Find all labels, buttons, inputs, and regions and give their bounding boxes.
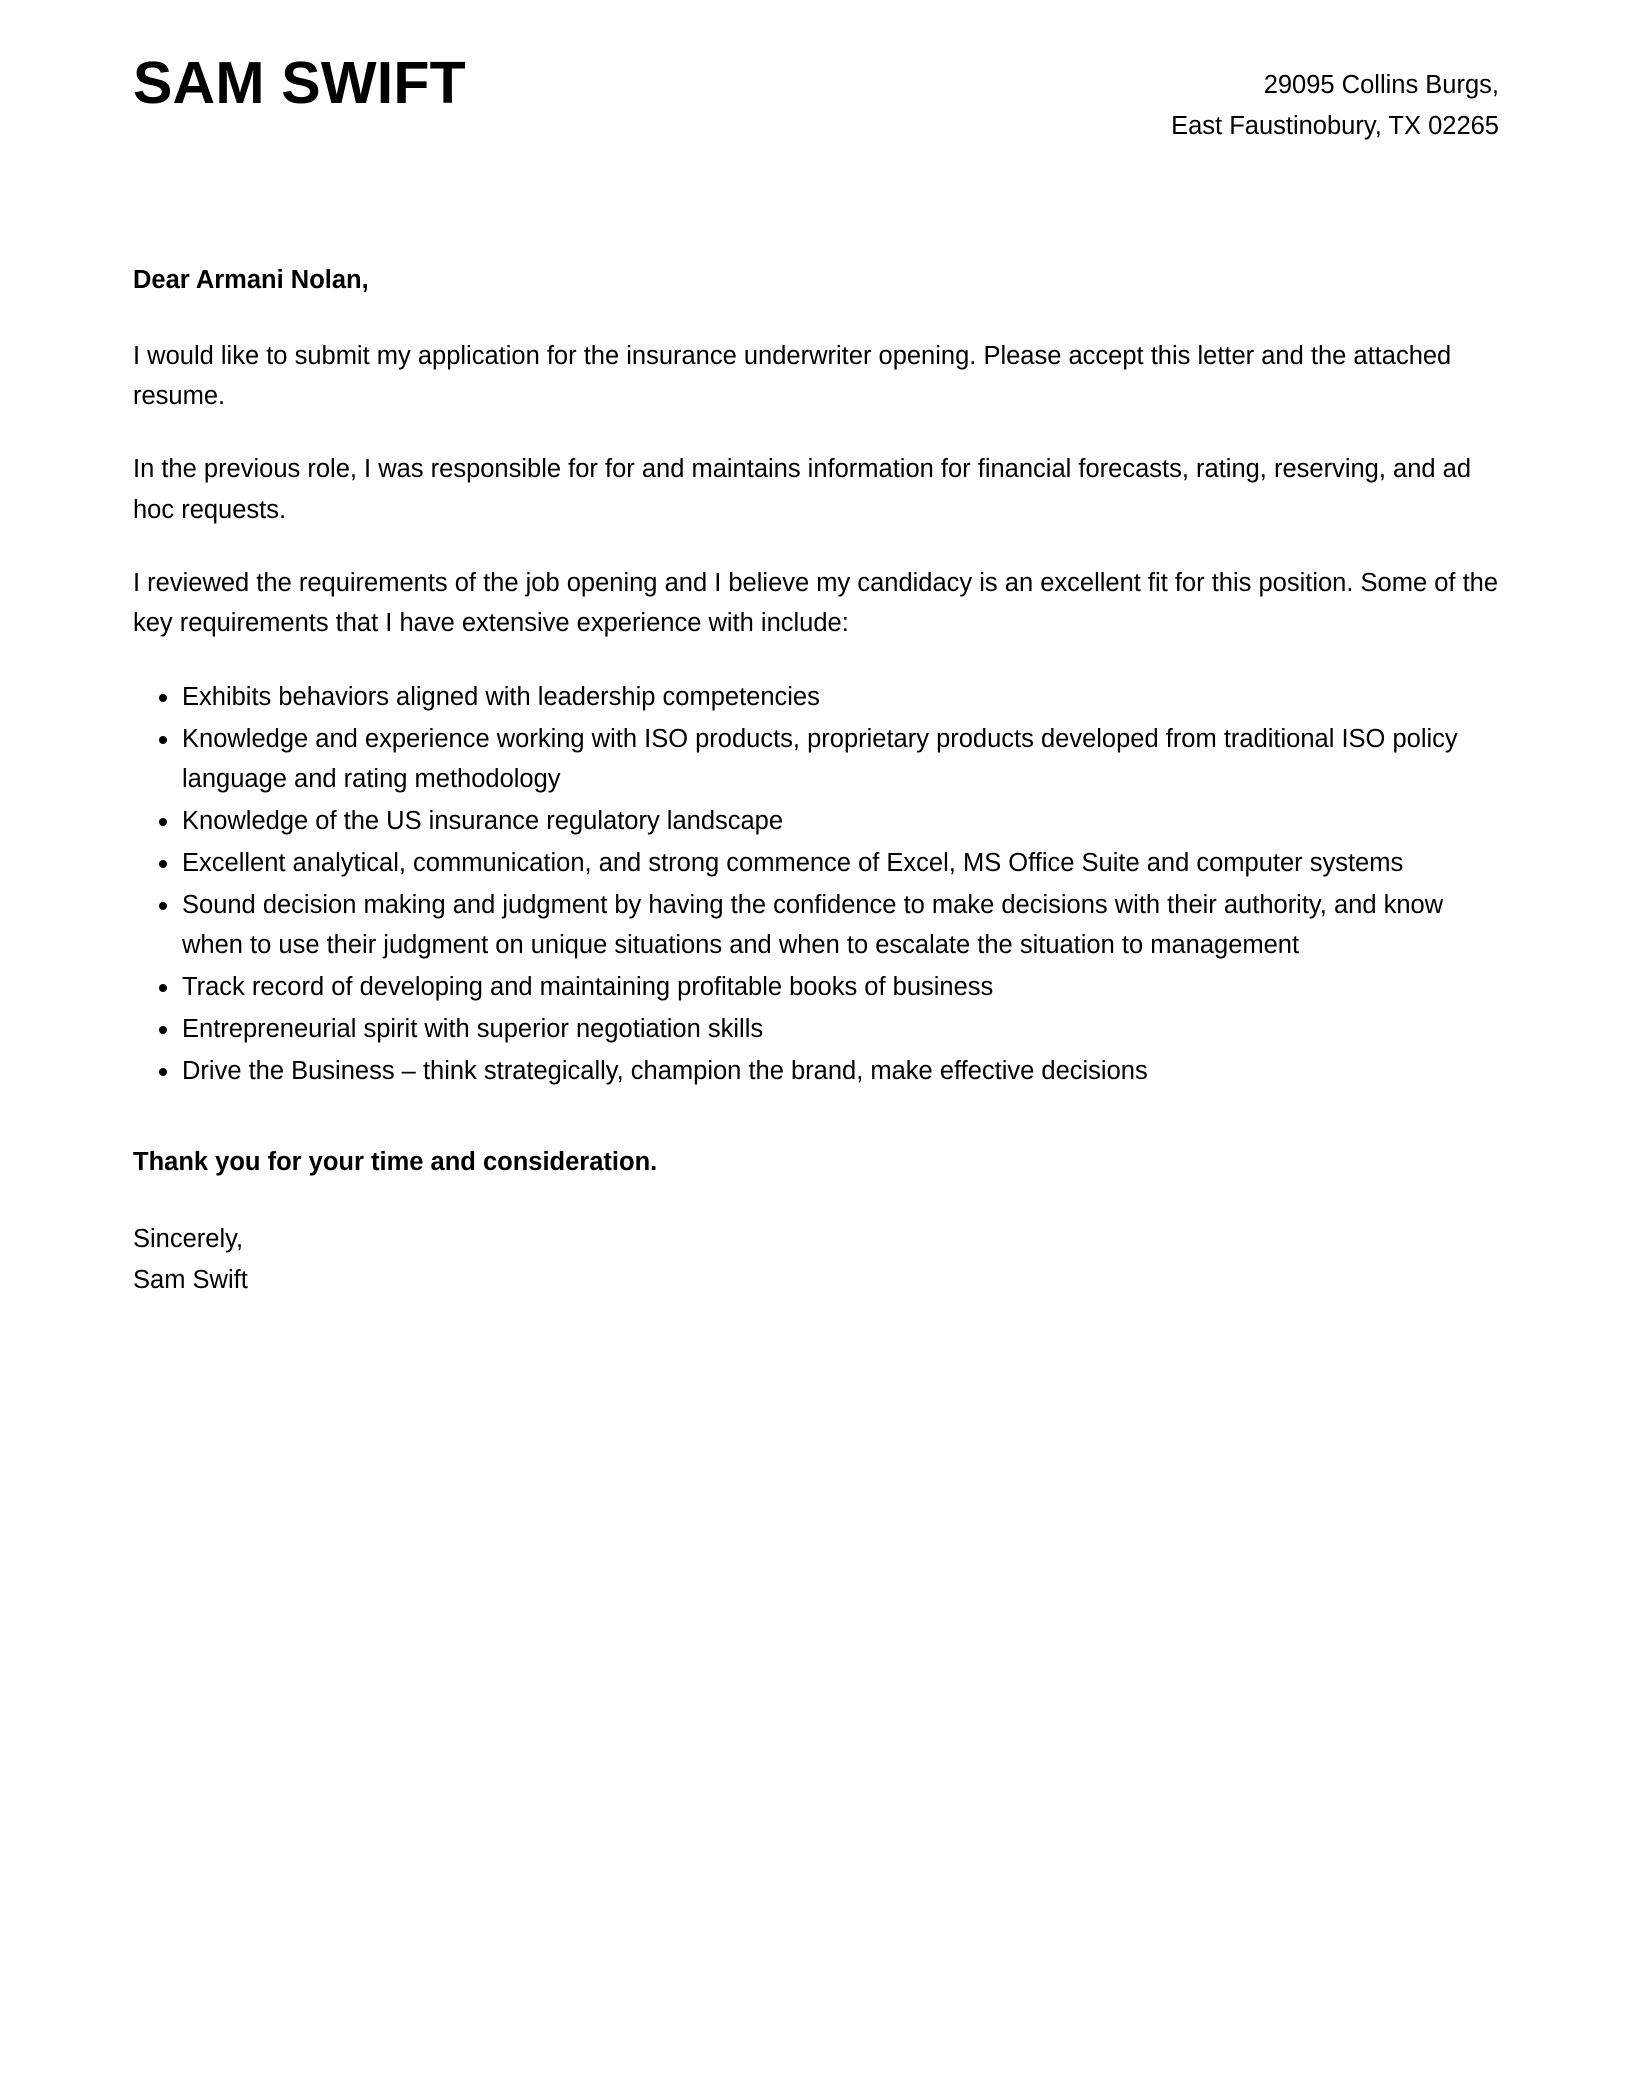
list-item: Knowledge and experience working with ISO products, proprietary products developed from traditional ISO policy language and rating methodology: [133, 719, 1499, 799]
list-item: Knowledge of the US insurance regulatory landscape: [133, 801, 1499, 841]
list-item: Exhibits behaviors aligned with leadership competencies: [133, 677, 1499, 717]
address-line-city-state-zip: East Faustinobury, TX 02265: [1171, 112, 1499, 141]
list-item: Excellent analytical, communication, and strong commence of Excel, MS Office Suite and computer systems: [133, 843, 1499, 883]
salutation: Dear Armani Nolan,: [133, 265, 369, 294]
list-item: Track record of developing and maintaining profitable books of business: [133, 967, 1499, 1007]
address-block: [1171, 52, 1499, 148]
requirements-list: [133, 677, 1499, 1091]
list-item: Drive the Business – think strategically, champion the brand, make effective decisions: [133, 1051, 1499, 1091]
signature-name: Sam Swift: [133, 1266, 248, 1295]
letter-body: [133, 260, 1499, 1302]
signoff-block: [133, 1219, 1499, 1302]
closing-thanks: Thank you for your time and consideration.: [133, 1147, 658, 1176]
list-item: Entrepreneurial spirit with superior negotiation skills: [133, 1009, 1499, 1049]
valediction: Sincerely,: [133, 1225, 244, 1254]
applicant-name-heading: SAM SWIFT: [133, 50, 466, 116]
address-line-street: 29095 Collins Burgs,: [1263, 71, 1499, 99]
letterhead: [133, 0, 1499, 148]
body-paragraph-2: In the previous role, I was responsible for for and maintains information for financial forecasts, rating, reserving, and ad hoc requests.: [133, 455, 1472, 524]
list-item: Sound decision making and judgment by having the confidence to make decisions with their authority, and know when to use their judgment on unique situations and when to escalate the situation to management: [133, 885, 1499, 965]
body-paragraph-1: I would like to submit my application for the insurance underwriter opening. Please accept this letter and the attached resume.: [133, 341, 1452, 411]
body-paragraph-3: I reviewed the requirements of the job opening and I believe my candidacy is an excellent fit for this position. Some of the key requirements that I have extensive experience with include:: [133, 569, 1499, 638]
